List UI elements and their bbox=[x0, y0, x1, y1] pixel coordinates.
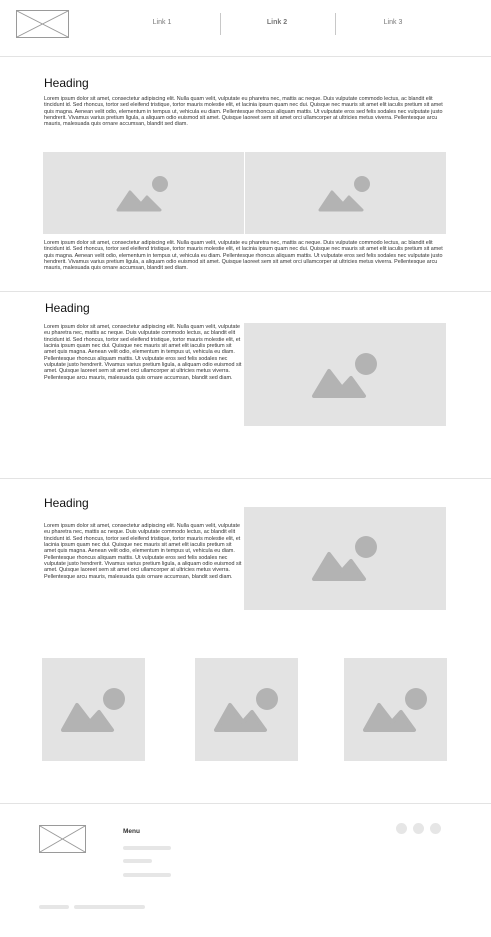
section-divider bbox=[0, 478, 491, 479]
body-paragraph: Lorem ipsum dolor sit amet, consectetur adipiscing elit. Nulla quam velit, vulputate eu pharetra nec, mattis ac neque. Duis vulputate commodo lectus, ac blandit elit tincidunt id. Sed rhoncus, tortor sed eleifend tristique, tortor mauris molestie elit, et lacinia ipsum quam nec dui. Quisque nec mauris sit amet elit iaculis pretium sit amet quis magna. Aenean velit odio, elementum in tempus ut, vehicula eu diam. Pellentesque rhoncus aliquam mattis. Ut vulputate eros sed felis sodales nec vulputate justo hendrerit. Vivamus varius pretium ligula, a aliquam odio euismod sit amet. Quisque laoreet sem sit amet orci ullamcorper at ultricies metus viverra. Pellentesque arcu mauris, malesuada quis ornare accumsan, blandit sed diam. bbox=[44, 240, 443, 272]
footer-legal-link[interactable] bbox=[74, 905, 145, 909]
nav-separator bbox=[335, 13, 336, 35]
social-dot-icon[interactable] bbox=[430, 823, 441, 834]
nav-link-3[interactable]: Link 3 bbox=[383, 19, 403, 26]
footer-menu-title: Menu bbox=[123, 828, 140, 835]
section-heading: Heading bbox=[44, 496, 89, 510]
section-heading: Heading bbox=[44, 76, 89, 90]
footer-menu-item[interactable] bbox=[123, 859, 152, 863]
logo-placeholder-icon[interactable] bbox=[39, 825, 86, 853]
body-paragraph: Lorem ipsum dolor sit amet, consectetur adipiscing elit. Nulla quam velit, vulputate eu pharetra nec, mattis ac neque. Duis vulputate commodo lectus, ac blandit elit tincidunt id. Sed rhoncus, tortor sed eleifend tristique, tortor mauris molestie elit, et lacinia ipsum quam nec dui. Quisque nec mauris sit amet elit iaculis pretium sit amet quis magna. Aenean velit odio, elementum in tempus ut, vehicula eu diam. Pellentesque rhoncus aliquam mattis. Ut vulputate eros sed felis sodales nec vulputate justo hendrerit. Vivamus varius pretium ligula, a aliquam odio euismod sit amet. Quisque laoreet sem sit amet orci ullamcorper at ultricies metus viverra. Pellentesque arcu mauris, malesuada quis ornare accumsan, blandit sed diam. bbox=[44, 523, 242, 580]
image-placeholder-icon bbox=[344, 658, 447, 761]
image-placeholder-icon bbox=[42, 658, 145, 761]
site-header bbox=[0, 0, 491, 57]
nav-separator bbox=[220, 13, 221, 35]
image-placeholder-icon bbox=[244, 323, 446, 426]
social-dot-icon[interactable] bbox=[396, 823, 407, 834]
section-heading: Heading bbox=[45, 301, 90, 315]
image-placeholder-icon bbox=[195, 658, 298, 761]
body-paragraph: Lorem ipsum dolor sit amet, consectetur adipiscing elit. Nulla quam velit, vulputate eu pharetra nec, mattis ac neque. Duis vulputate commodo lectus, ac blandit elit tincidunt id. Sed rhoncus, tortor sed eleifend tristique, tortor mauris molestie elit, et lacinia ipsum quam nec dui. Quisque nec mauris sit amet elit iaculis pretium sit amet quis magna. Aenean velit odio, elementum in tempus ut, vehicula eu diam. Pellentesque rhoncus aliquam mattis. Ut vulputate eros sed felis sodales nec vulputate justo hendrerit. Vivamus varius pretium ligula, a aliquam odio euismod sit amet. Quisque laoreet sem sit amet orci ullamcorper at ultricies metus viverra. Pellentesque arcu mauris, malesuada quis ornare accumsan, blandit sed diam. bbox=[44, 96, 443, 128]
logo-placeholder-icon[interactable] bbox=[16, 10, 69, 38]
nav-link-1[interactable]: Link 1 bbox=[152, 19, 172, 26]
nav-link-2[interactable]: Link 2 bbox=[266, 19, 288, 26]
social-dot-icon[interactable] bbox=[413, 823, 424, 834]
image-placeholder-icon bbox=[245, 152, 446, 234]
image-placeholder-icon bbox=[244, 507, 446, 610]
body-paragraph: Lorem ipsum dolor sit amet, consectetur adipiscing elit. Nulla quam velit, vulputate eu pharetra nec, mattis ac neque. Duis vulputate commodo lectus, ac blandit elit tincidunt id. Sed rhoncus, tortor sed eleifend tristique, tortor mauris molestie elit, et lacinia ipsum quam nec dui. Quisque nec mauris sit amet elit iaculis pretium sit amet quis magna. Aenean velit odio, elementum in tempus ut, vehicula eu diam. Pellentesque rhoncus aliquam mattis. Ut vulputate eros sed felis sodales nec vulputate justo hendrerit. Vivamus varius pretium ligula, a aliquam odio euismod sit amet. Quisque laoreet sem sit amet orci ullamcorper at ultricies metus viverra. Pellentesque arcu mauris, malesuada quis ornare accumsan, blandit sed diam. bbox=[44, 324, 242, 381]
section-divider bbox=[0, 803, 491, 804]
image-placeholder-icon bbox=[43, 152, 244, 234]
footer-menu-item[interactable] bbox=[123, 846, 171, 850]
footer-menu-item[interactable] bbox=[123, 873, 171, 877]
section-divider bbox=[0, 291, 491, 292]
footer-legal-link[interactable] bbox=[39, 905, 69, 909]
